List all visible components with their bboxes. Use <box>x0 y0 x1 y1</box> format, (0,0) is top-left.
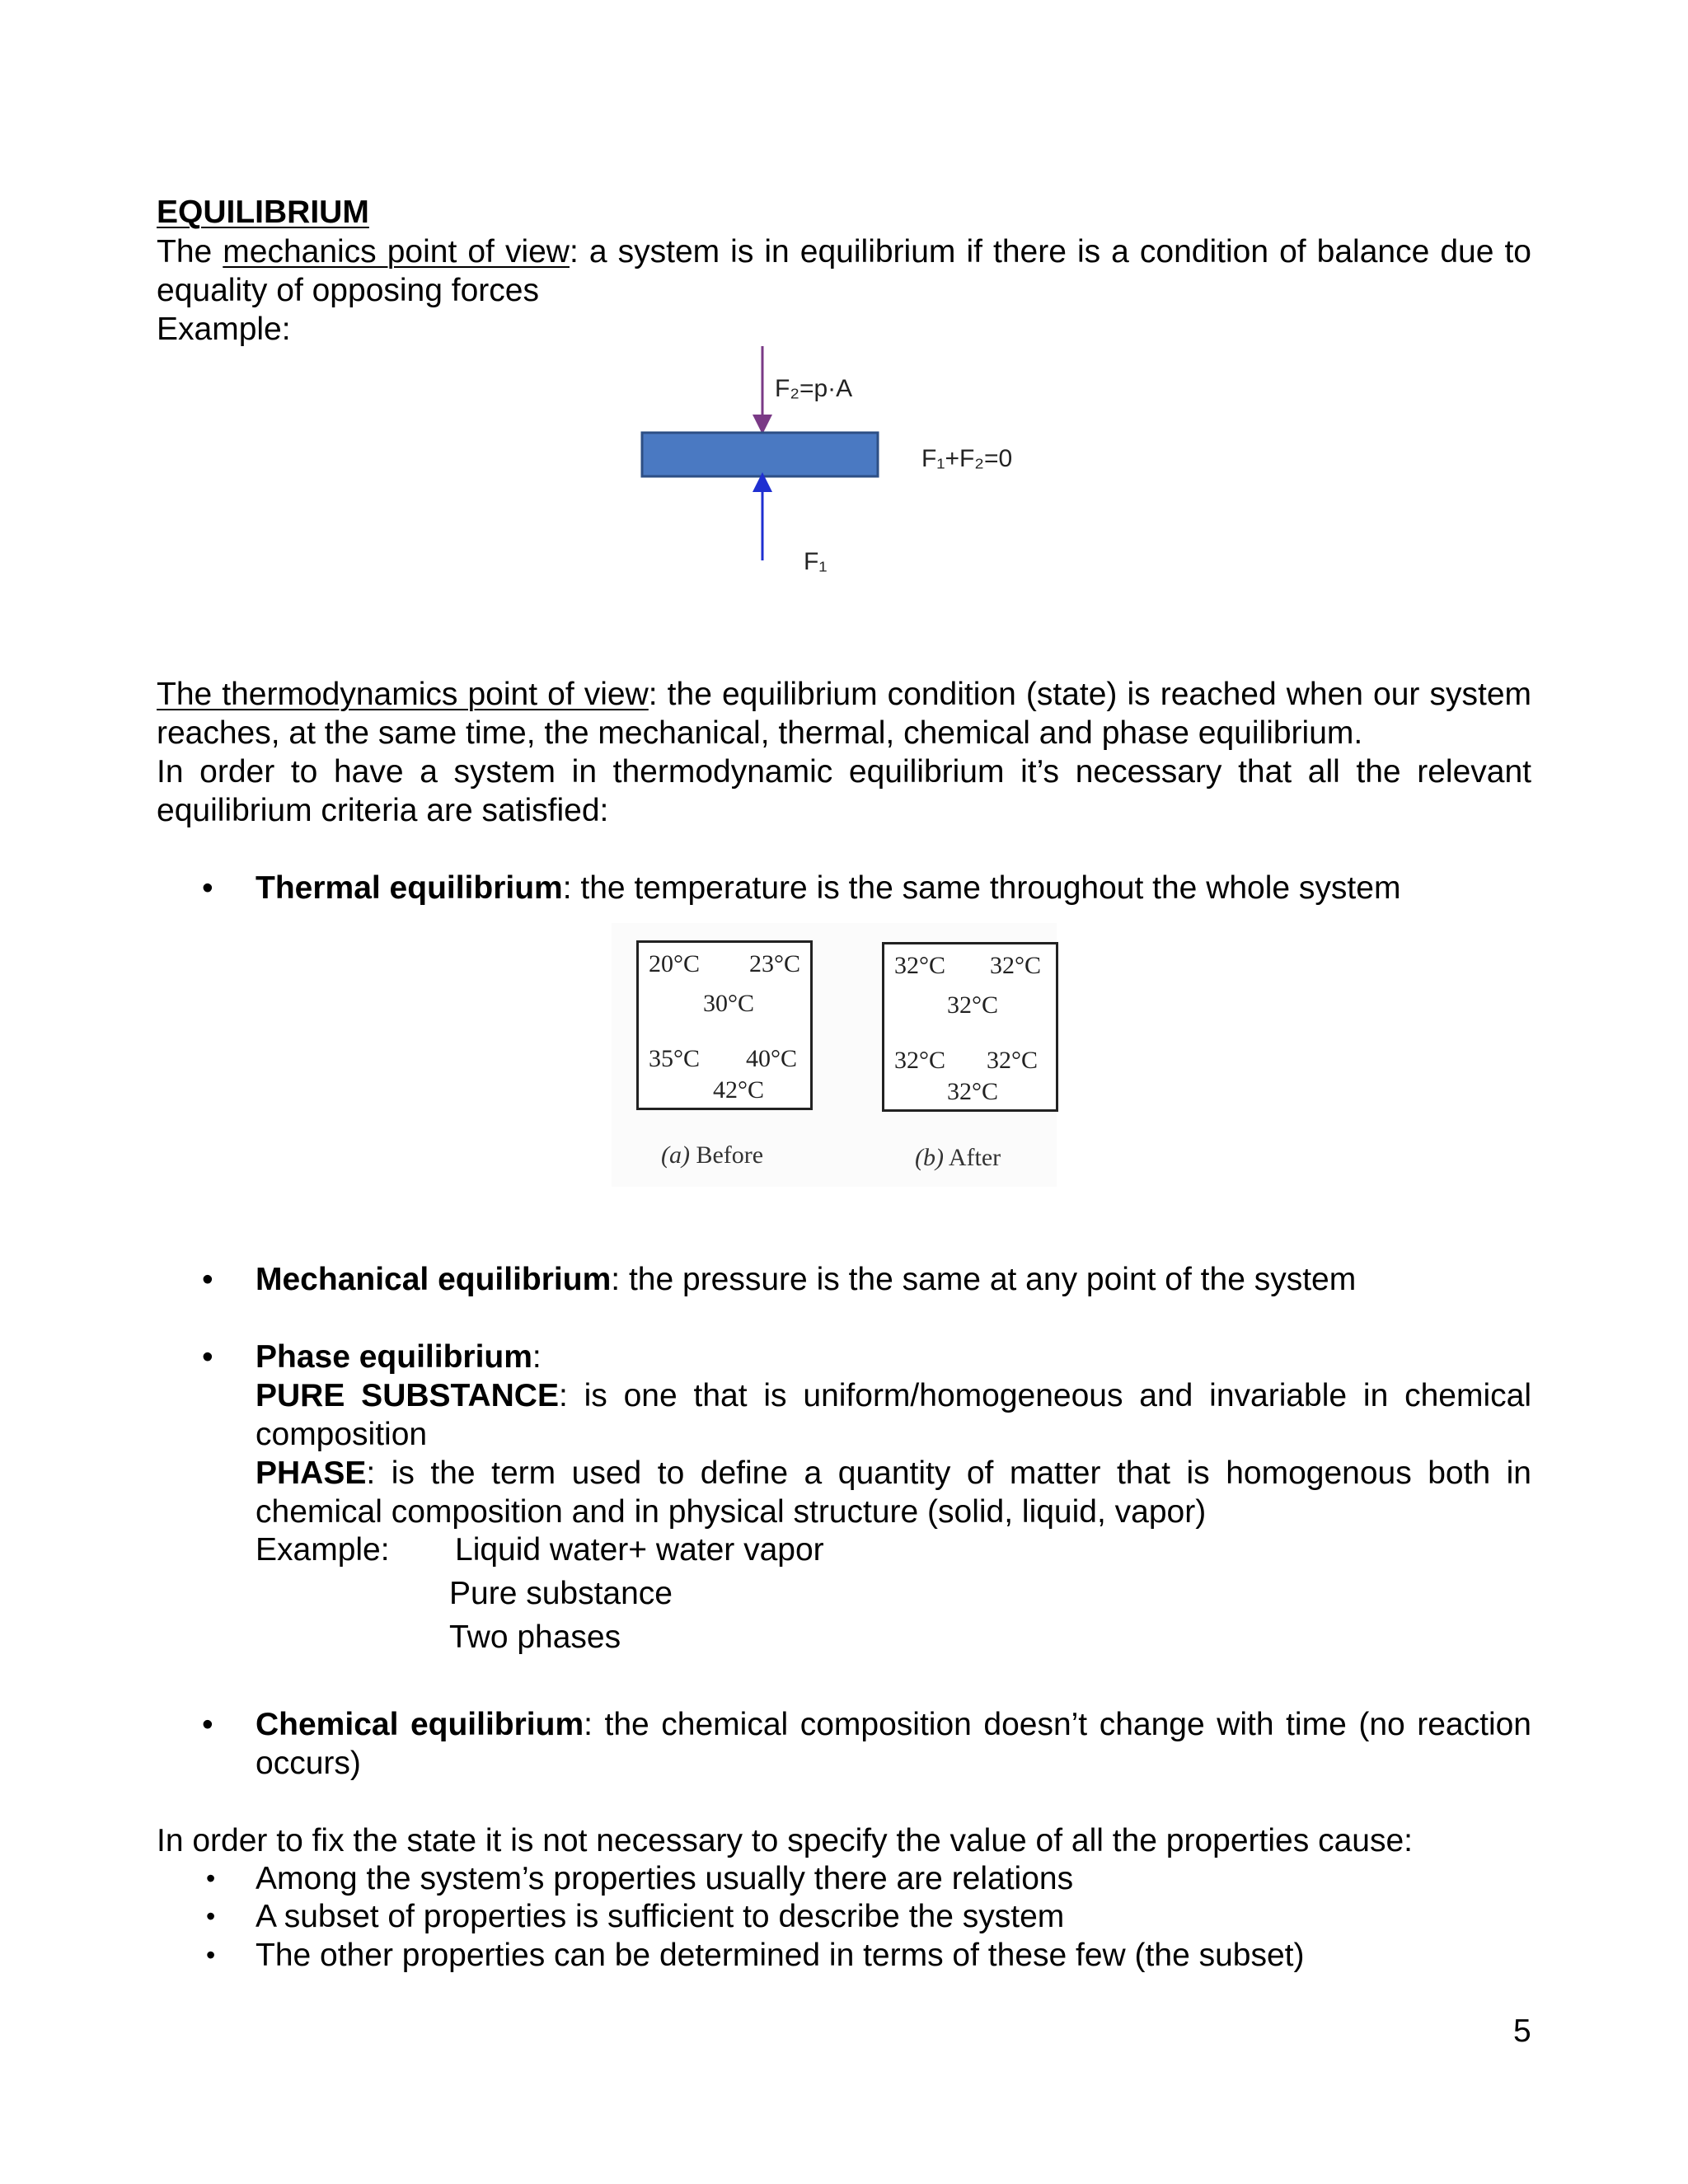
block-body <box>642 433 878 476</box>
phase-definition-term: PHASE <box>256 1455 367 1491</box>
after-temp-2: 32°C <box>990 952 1042 979</box>
after-box <box>882 942 1058 1112</box>
thermo-term: The thermodynamics point of view <box>157 677 649 712</box>
phase-definition-text: : is the term used to define a quantity of matter that is homogenous both in chemical composition and in physical structure (solid, liquid, vapor) <box>256 1455 1531 1530</box>
phase-example-line-1: Liquid water+ water vapor <box>455 1532 824 1568</box>
before-temp-1: 20°C <box>649 950 701 977</box>
phase-example-line-3: Two phases <box>449 1619 621 1655</box>
mechanical-term: Mechanical equilibrium <box>256 1262 612 1297</box>
after-temp-3: 32°C <box>947 991 999 1019</box>
thermo-paragraph <box>157 675 1531 752</box>
before-caption: (a) Before <box>661 1141 764 1169</box>
thermal-text: : the temperature is the same throughout the whole system <box>562 870 1401 906</box>
before-temp-3: 30°C <box>703 990 755 1017</box>
after-caption: (b) After <box>915 1144 1001 1171</box>
chemical-bullet <box>256 1705 1531 1783</box>
after-temp-5: 32°C <box>987 1047 1039 1074</box>
after-temp-4: 32°C <box>894 1047 946 1074</box>
before-temp-2: 23°C <box>749 950 801 977</box>
mechanics-term: mechanics point of view <box>223 234 570 269</box>
thermo-paragraph-2: In order to have a system in thermodynamic equilibrium it’s necessary that all the relevant equilibrium criteria are satisfied: <box>157 754 1531 828</box>
mechanics-pre: The <box>157 234 223 269</box>
bullet-dot: • <box>202 870 213 906</box>
phase-example-line-2: Pure substance <box>449 1576 673 1611</box>
thermal-bullet <box>256 869 1531 907</box>
sum-label: F₁+F₂=0 <box>921 445 1013 472</box>
state-intro: In order to fix the state it is not necessary to specify the value of all the properties cause: <box>157 1823 1413 1858</box>
temperature-figure <box>612 923 1057 1187</box>
before-temp-4: 35°C <box>649 1045 701 1072</box>
bullet-dot: • <box>202 1339 213 1375</box>
before-box <box>636 940 813 1110</box>
page-number: 5 <box>1513 2013 1531 2049</box>
pure-substance-term: PURE SUBSTANCE <box>256 1378 559 1413</box>
bullet-dot: • <box>206 1940 216 1970</box>
bullet-dot: • <box>202 1707 213 1742</box>
bullet-dot: • <box>206 1863 216 1893</box>
state-item-2: A subset of properties is sufficient to describe the system <box>256 1899 1065 1934</box>
mechanical-bullet <box>256 1260 1531 1299</box>
bullet-dot: • <box>202 1262 213 1297</box>
after-temp-1: 32°C <box>894 952 946 979</box>
mechanics-text: : a system is in equilibrium if there is a condition of balance due to equality of opposing forces <box>157 234 1531 308</box>
phase-definition <box>256 1454 1531 1531</box>
f2-label: F₂=p·A <box>775 375 853 402</box>
after-temp-6: 32°C <box>947 1078 999 1105</box>
thermal-term: Thermal equilibrium <box>256 870 563 906</box>
state-item-1: Among the system’s properties usually there are relations <box>256 1861 1074 1896</box>
thermo-text-1: : the equilibrium condition (state) is reached when our system reaches, at the same time, the mechanical, thermal, chemical and phase equilibrium. <box>157 677 1532 751</box>
phase-bullet: Phase equilibrium: <box>256 1339 542 1375</box>
f1-label: F₁ <box>804 548 828 575</box>
before-temp-5: 40°C <box>746 1045 798 1072</box>
state-item-3: The other properties can be determined in terms of these few (the subset) <box>256 1938 1305 1973</box>
phase-term: Phase equilibrium <box>256 1339 532 1375</box>
mechanics-paragraph <box>157 232 1531 310</box>
chemical-term: Chemical equilibrium <box>256 1707 584 1742</box>
phase-example-label: Example: <box>256 1532 390 1568</box>
mechanics-example-label: Example: <box>157 312 291 347</box>
bullet-dot: • <box>206 1901 216 1931</box>
before-temp-6: 42°C <box>713 1076 765 1104</box>
section-heading: EQUILIBRIUM <box>157 194 369 230</box>
pure-substance-text: : is one that is uniform/homogeneous and invariable in chemical composition <box>256 1378 1531 1452</box>
mechanical-text: : the pressure is the same at any point of the system <box>611 1262 1357 1297</box>
pure-substance-definition <box>256 1376 1531 1454</box>
chemical-text: : the chemical composition doesn’t change with time (no reaction occurs) <box>256 1707 1531 1781</box>
